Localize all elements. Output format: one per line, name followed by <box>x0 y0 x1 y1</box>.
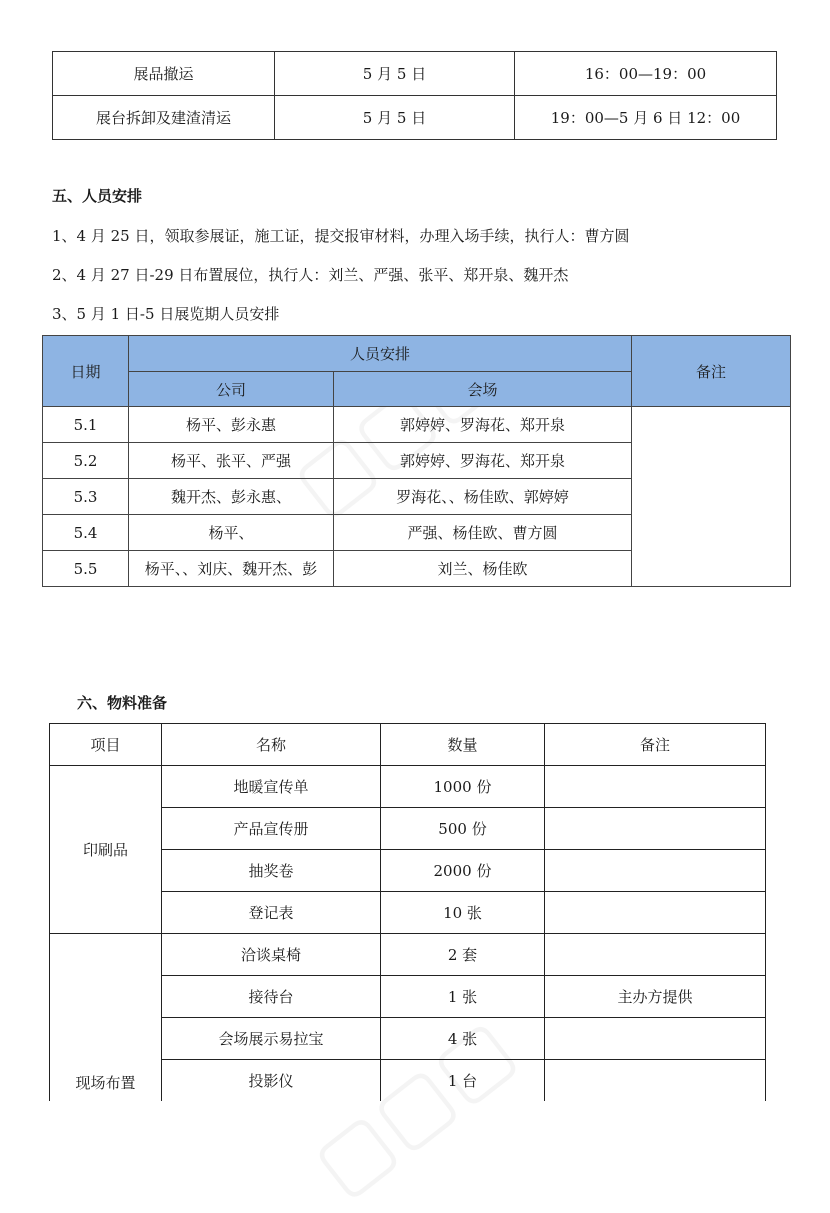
header-venue: 会场 <box>334 372 632 407</box>
material-qty: 1 张 <box>381 976 545 1018</box>
schedule-date: 5 月 5 日 <box>275 52 515 96</box>
category-print: 印刷品 <box>50 766 162 934</box>
header-note: 备注 <box>545 724 766 766</box>
paragraph-line: 1、4 月 25 日，领取参展证，施工证，提交报审材料，办理入场手续，执行人：曹方圆 <box>52 227 630 245</box>
category-site: 现场布置 <box>50 934 162 1102</box>
table-row <box>53 52 777 96</box>
material-name: 地暖宣传单 <box>162 766 381 808</box>
material-qty: 500 份 <box>381 808 545 850</box>
section-heading: 六、物料准备 <box>77 694 168 712</box>
staff-venue: 严强、杨佳欧、曹方圆 <box>334 515 632 551</box>
material-name: 接待台 <box>162 976 381 1018</box>
paragraph-line: 2、4 月 27 日-29 日布置展位，执行人：刘兰、严强、张平、郑开泉、魏开杰 <box>52 266 569 284</box>
schedule-time: 16：00—19：00 <box>515 52 777 96</box>
material-note <box>545 934 766 976</box>
staff-date: 5.4 <box>43 515 129 551</box>
material-qty: 1 台 <box>381 1060 545 1102</box>
material-qty: 4 张 <box>381 1018 545 1060</box>
paragraph-line: 3、5 月 1 日-5 日展览期人员安排 <box>52 305 280 323</box>
staff-company: 杨平、、刘庆、魏开杰、彭 <box>129 551 334 587</box>
material-note <box>545 1018 766 1060</box>
staff-table <box>42 335 791 587</box>
header-qty: 数量 <box>381 724 545 766</box>
staff-company: 杨平、张平、严强 <box>129 443 334 479</box>
material-note <box>545 766 766 808</box>
staff-company: 杨平、彭永惠 <box>129 407 334 443</box>
schedule-time: 19：00—5 月 6 日 12：00 <box>515 96 777 140</box>
table-row <box>53 96 777 140</box>
staff-company: 魏开杰、彭永惠、 <box>129 479 334 515</box>
staff-date: 5.1 <box>43 407 129 443</box>
material-name: 洽谈桌椅 <box>162 934 381 976</box>
schedule-item: 展台拆卸及建渣清运 <box>53 96 275 140</box>
staff-venue: 刘兰、杨佳欧 <box>334 551 632 587</box>
table-row <box>50 766 766 808</box>
material-note <box>545 1060 766 1102</box>
header-note: 备注 <box>632 336 791 407</box>
header-staff: 人员安排 <box>129 336 632 372</box>
staff-date: 5.3 <box>43 479 129 515</box>
header-name: 名称 <box>162 724 381 766</box>
schedule-item: 展品撤运 <box>53 52 275 96</box>
staff-date: 5.5 <box>43 551 129 587</box>
material-note <box>545 850 766 892</box>
material-name: 会场展示易拉宝 <box>162 1018 381 1060</box>
schedule-date: 5 月 5 日 <box>275 96 515 140</box>
material-name: 抽奖卷 <box>162 850 381 892</box>
section-heading: 五、人员安排 <box>52 187 143 205</box>
material-note: 主办方提供 <box>545 976 766 1018</box>
material-name: 登记表 <box>162 892 381 934</box>
material-qty: 10 张 <box>381 892 545 934</box>
material-qty: 1000 份 <box>381 766 545 808</box>
staff-venue: 郭婷婷、罗海花、郑开泉 <box>334 407 632 443</box>
staff-company: 杨平、 <box>129 515 334 551</box>
table-row <box>43 407 791 443</box>
header-date: 日期 <box>43 336 129 407</box>
materials-table <box>49 723 766 1101</box>
staff-venue: 罗海花、、杨佳欧、郭婷婷 <box>334 479 632 515</box>
material-note <box>545 892 766 934</box>
staff-note-cell <box>632 407 791 587</box>
staff-venue: 郭婷婷、罗海花、郑开泉 <box>334 443 632 479</box>
header-category: 项目 <box>50 724 162 766</box>
table-header-row <box>43 336 791 372</box>
material-qty: 2 套 <box>381 934 545 976</box>
material-name: 产品宣传册 <box>162 808 381 850</box>
material-name: 投影仪 <box>162 1060 381 1102</box>
material-qty: 2000 份 <box>381 850 545 892</box>
material-note <box>545 808 766 850</box>
table-row <box>50 934 766 976</box>
schedule-table <box>52 51 777 140</box>
table-header-row <box>50 724 766 766</box>
staff-date: 5.2 <box>43 443 129 479</box>
header-company: 公司 <box>129 372 334 407</box>
